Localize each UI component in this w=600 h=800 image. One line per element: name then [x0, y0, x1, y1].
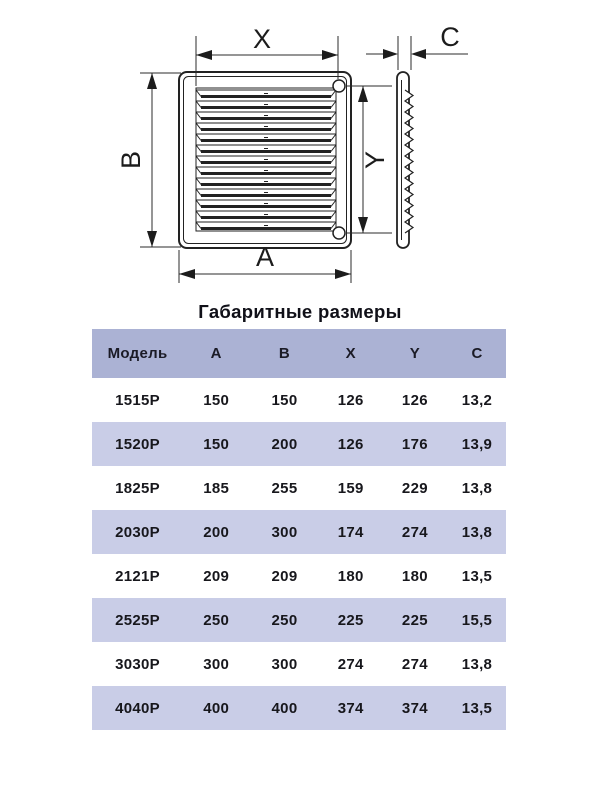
cell-c: 13,8 [461, 655, 493, 673]
arrowhead [411, 49, 426, 59]
cell-x: 174 [337, 523, 364, 541]
arrowhead [147, 73, 157, 89]
arrowhead [196, 50, 212, 60]
cell-a: 300 [203, 655, 230, 673]
cell-c: 13,9 [461, 435, 493, 453]
screw-hole-bottom [333, 227, 345, 239]
table-row [92, 422, 506, 466]
column-header-model: Модель [107, 345, 168, 362]
dimension-diagram [0, 0, 600, 300]
cell-b: 200 [271, 435, 298, 453]
cell-b: 150 [271, 391, 298, 409]
cell-c: 15,5 [461, 611, 493, 629]
arrowhead [322, 50, 338, 60]
dimension-y [347, 86, 392, 233]
cell-model: 1515Р [115, 391, 160, 409]
cell-model: 1520Р [115, 435, 160, 453]
table-row [92, 598, 506, 642]
label-x: X [252, 24, 272, 54]
cell-c: 13,8 [461, 523, 493, 541]
cell-y: 274 [401, 655, 428, 673]
table-row [92, 642, 506, 686]
arrowhead [147, 231, 157, 247]
cell-x: 180 [337, 567, 364, 585]
screw-hole-top [333, 80, 345, 92]
column-header-a: A [210, 345, 222, 362]
cell-c: 13,8 [461, 479, 493, 497]
column-header-y: Y [409, 345, 421, 362]
table-row [92, 466, 506, 510]
cell-a: 400 [203, 699, 230, 717]
column-header-x: X [345, 345, 356, 362]
column-header-c: C [471, 345, 483, 362]
arrowhead [358, 86, 368, 102]
cell-b: 250 [271, 611, 298, 629]
grille-side-view [397, 72, 413, 248]
table-header-row [92, 329, 506, 378]
arrowhead [383, 49, 398, 59]
column-header-b: B [278, 345, 291, 362]
cell-c: 13,5 [461, 567, 493, 585]
cell-x: 274 [337, 655, 364, 673]
table-row [92, 378, 506, 422]
cell-c: 13,5 [461, 699, 493, 717]
cell-y: 176 [401, 435, 428, 453]
cell-b: 255 [271, 479, 298, 497]
table-row [92, 554, 506, 598]
cell-b: 300 [271, 523, 298, 541]
cell-a: 150 [203, 435, 230, 453]
cell-x: 159 [337, 479, 364, 497]
dimension-c [366, 22, 468, 70]
cell-a: 185 [203, 479, 230, 497]
cell-b: 300 [271, 655, 298, 673]
table-title: Габаритные размеры [198, 301, 402, 322]
cell-a: 209 [203, 567, 230, 585]
cell-a: 150 [203, 391, 230, 409]
cell-y: 180 [401, 567, 428, 585]
label-a: A [255, 242, 275, 272]
grille-front-view [179, 72, 351, 248]
cell-x: 126 [337, 435, 364, 453]
arrowhead [335, 269, 351, 279]
label-c: C [440, 22, 460, 52]
label-y: Y [360, 150, 390, 170]
cell-y: 374 [401, 699, 428, 717]
dimensions-table [92, 329, 506, 730]
cell-x: 374 [337, 699, 364, 717]
arrowhead [358, 217, 368, 233]
cell-model: 1825Р [115, 479, 160, 497]
arrowhead [179, 269, 195, 279]
table-row [92, 510, 506, 554]
cell-c: 13,2 [461, 391, 493, 409]
cell-b: 209 [271, 567, 298, 585]
cell-model: 2121Р [115, 567, 160, 585]
cell-b: 400 [271, 699, 298, 717]
label-b: B [116, 150, 146, 170]
cell-x: 225 [337, 611, 364, 629]
cell-model: 2030Р [115, 523, 160, 541]
table-row [92, 686, 506, 730]
cell-a: 250 [203, 611, 230, 629]
cell-y: 274 [401, 523, 428, 541]
cell-a: 200 [203, 523, 230, 541]
dimension-b [116, 73, 181, 247]
cell-model: 3030Р [115, 655, 160, 673]
cell-y: 126 [401, 391, 428, 409]
cell-x: 126 [337, 391, 364, 409]
cell-model: 4040Р [115, 699, 160, 717]
cell-y: 225 [401, 611, 428, 629]
cell-y: 229 [401, 479, 428, 497]
cell-model: 2525Р [115, 611, 160, 629]
